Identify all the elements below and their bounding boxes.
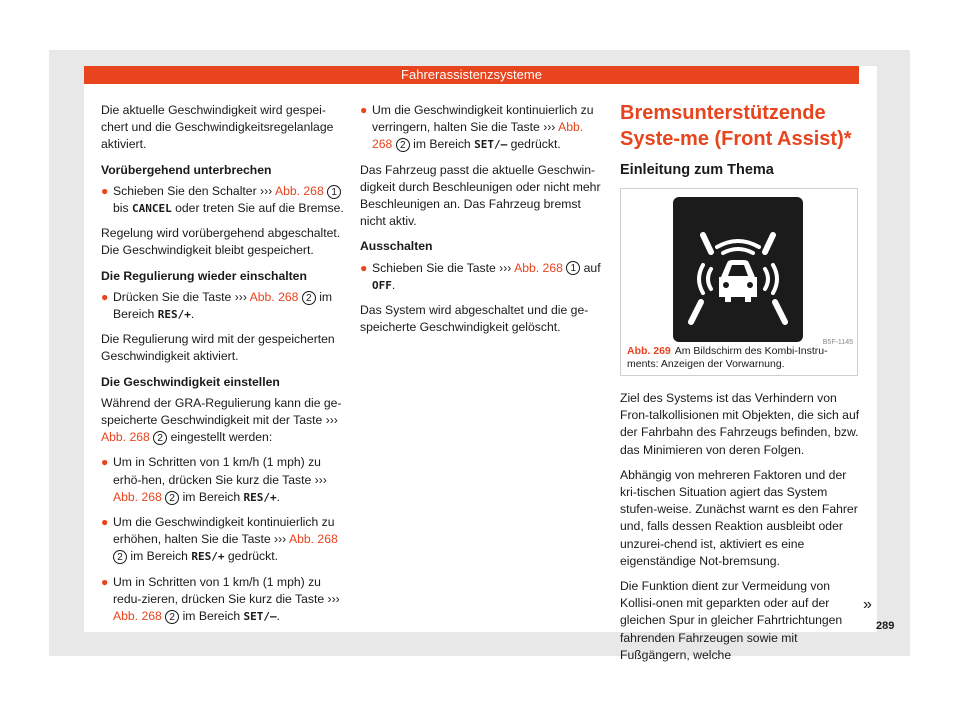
bullet-item: ● Um in Schritten von 1 km/h (1 mph) zu erhö-hen, drücken Sie kurz die Taste ››› Abb. 268 2 im Bereich RES/+. [101,455,327,504]
subheading: Die Regulierung wieder einschalten [101,268,307,283]
callout-number: 2 [396,138,410,152]
paragraph: Ziel des Systems ist das Verhindern von Fron-talkollisionen mit Objekten, die sich auf der Fahrbahn des Fahrzeugs befinden, bzw. das Minimieren von deren Folgen. [620,391,860,457]
subheading: Vorübergehend unterbrechen [101,162,272,177]
callout-number: 1 [327,185,341,199]
paragraph: Abhängig von mehreren Faktoren und der kri-tischen Situation agiert das System stufen-weise. Zunächst warnt es den Fahrer und, falls dessen Reaktion ausbleibt oder unzurei-chend ist, aktiviert es eine eigenständige Not-bremsung. [620,467,858,568]
figure-link[interactable]: Abb. 268 [249,289,299,304]
key-label: SET/– [474,138,508,152]
key-label: CANCEL [131,202,172,216]
section-header: Fahrerassistenzsysteme [84,66,859,84]
column-3 [620,100,860,672]
paragraph: Während der GRA-Regulierung kann die ge-speicherte Geschwindigkeit mit der Taste ››› Abb. 268 2 eingestellt werden: [101,395,342,445]
bullet-item: ● Um die Geschwindigkeit kontinuierlich zu erhöhen, halten Sie die Taste ››› Abb. 268 2 im Bereich RES/+ gedrückt. [101,515,338,564]
bullet-icon: ● [101,455,109,470]
column-1 [101,102,345,633]
bullet-item: ● Um die Geschwindigkeit kontinuierlich zu verringern, halten Sie die Taste ››› Abb. 268 2 im Bereich SET/– gedrückt. [360,103,594,152]
bullet-icon: ● [101,183,109,198]
figure-link[interactable]: Abb. 268 [372,120,584,152]
bullet-icon: ● [360,260,368,275]
key-label: RES/+ [157,308,191,322]
key-label: OFF [372,278,392,292]
bullet-item: ● Schieben Sie den Schalter ››› Abb. 268 1 bis CANCEL oder treten Sie auf die Bremse. [101,183,344,216]
figure-link[interactable]: Abb. 268 [514,260,563,275]
triple-chevron-icon: ››› [325,413,338,428]
triple-chevron-icon: ››› [314,472,327,487]
bullet-icon: ● [101,289,109,304]
subheading: Die Geschwindigkeit einstellen [101,374,280,389]
callout-number: 2 [113,550,127,564]
triple-chevron-icon: ››› [543,120,556,135]
continue-icon: » [863,596,872,613]
key-label: SET/– [243,610,277,624]
key-label: RES/+ [243,490,277,504]
bullet-item: ● Um in Schritten von 1 km/h (1 mph) zu redu-zieren, drücken Sie kurz die Taste ››› Abb. 268 2 im Bereich SET/–. [101,574,340,624]
bullet-icon: ● [101,515,109,530]
callout-number: 2 [302,291,316,305]
page-number: 289 [876,620,895,632]
figure-link[interactable]: Abb. 268 [274,183,324,198]
callout-number: 2 [165,610,179,624]
triple-chevron-icon: ››› [327,591,340,606]
subheading: Ausschalten [360,239,433,254]
triple-chevron-icon: ››› [234,289,247,304]
triple-chevron-icon: ››› [499,260,512,275]
triple-chevron-icon: ››› [274,532,287,547]
instrument-display [673,197,803,342]
column-2 [360,102,604,344]
figure-box [620,188,858,376]
callout-number: 2 [165,491,179,505]
figure-caption: Abb. 269 Am Bildschirm des Kombi-Instru-ments: Anzeigen der Vorwarnung. [627,345,828,370]
callout-number: 2 [153,431,167,445]
paragraph: Das System wird abgeschaltet und die ge-speicherte Geschwindigkeit gelöscht. [360,303,589,335]
key-label: RES/+ [191,550,225,564]
paragraph: Die Regulierung wird mit der gespeicherten Geschwindigkeit aktiviert. [101,332,335,364]
figure-link[interactable]: Abb. 268 [113,609,162,624]
triple-chevron-icon: ››› [260,183,273,198]
section-subtitle: Einleitung zum Thema [620,162,774,178]
figure-link[interactable]: Abb. 268 [101,430,150,445]
front-assist-warning-icon [673,197,803,342]
bullet-item: ● Schieben Sie die Taste ››› Abb. 268 1 auf OFF. [360,260,601,292]
paragraph: Die Funktion dient zur Vermeidung von Kollisi-onen mit geparkten oder auf der gleichen Spur in gleicher Fahrtrichtungen fahrenden Fahrzeugen sowie mit Fußgängern, welche [620,579,843,662]
figure-link[interactable]: Abb. 268 [113,489,162,504]
callout-number: 1 [566,261,580,275]
section-title: Bremsunterstützende Syste-me (Front Assist)* [620,102,852,150]
paragraph: Das Fahrzeug passt die aktuelle Geschwin-digkeit durch Beschleunigen oder nicht mehr Beschleunigen an. Das Fahrzeug bremst nicht aktiv. [360,162,601,229]
figure-code: B5F-1145 [822,339,853,346]
bullet-item: ● Drücken Sie die Taste ››› Abb. 268 2 im Bereich RES/+. [101,289,333,322]
bullet-icon: ● [101,574,109,589]
figure-label: Abb. 269 [627,345,671,357]
figure-link[interactable]: Abb. 268 [288,532,338,547]
paragraph: Die aktuelle Geschwindigkeit wird gespei-chert und die Geschwindigkeitsregelanlage aktiviert. [101,103,334,152]
paragraph: Regelung wird vorübergehend abgeschaltet. Die Geschwindigkeit bleibt gespeichert. [101,226,341,258]
bullet-icon: ● [360,103,368,117]
